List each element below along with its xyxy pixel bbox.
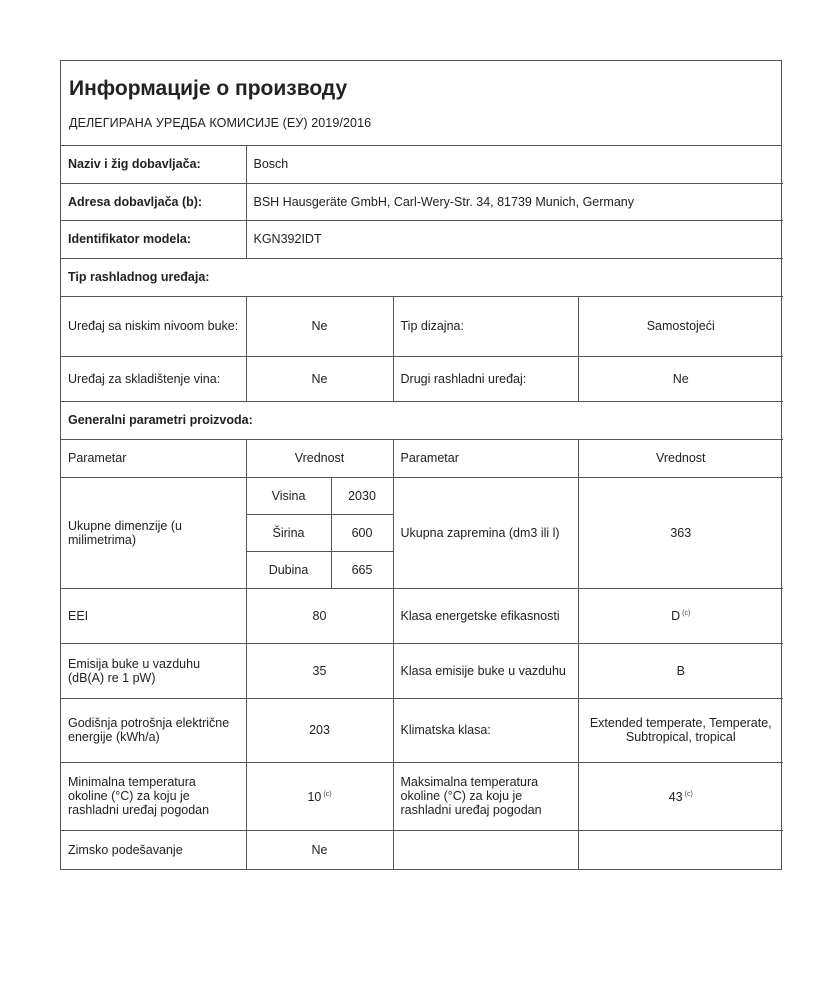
regulation-subtitle: ДЕЛЕГИРАНА УРЕДБА КОМИСИЈЕ (ЕУ) 2019/2016	[69, 116, 372, 130]
climate-class-value: Extended temperate, Temperate, Subtropical, tropical	[578, 698, 783, 762]
depth-label: Dubina	[246, 551, 331, 588]
wine-storage-value: Ne	[246, 356, 393, 401]
table-row	[61, 477, 783, 514]
supplier-name-label: Naziv i žig dobavljača:	[61, 146, 246, 183]
min-temperature-footnote: (c)	[323, 790, 332, 798]
dimensions-label: Ukupne dimenzije (u milimetrima)	[61, 477, 246, 588]
noise-class-value: B	[578, 643, 783, 698]
energy-class-value: D	[671, 609, 681, 624]
width-label: Širina	[246, 514, 331, 551]
table-header-row	[61, 439, 783, 477]
table-row	[61, 296, 783, 356]
height-label: Visina	[246, 477, 331, 514]
min-temperature-label: Minimalna temperatura okoline (°C) za koju je rashladni uređaj pogodan	[61, 762, 246, 830]
eei-label: EEI	[61, 588, 246, 643]
depth-value: 665	[331, 551, 393, 588]
table-row	[61, 220, 783, 258]
table-row	[61, 146, 783, 183]
column-header-value: Vrednost	[246, 439, 393, 477]
energy-class-label: Klasa energetske efikasnosti	[393, 588, 578, 643]
table-row	[61, 401, 783, 439]
min-temperature-value: 10	[307, 790, 322, 805]
max-temperature-value: 43	[668, 790, 683, 805]
supplier-address-label: Adresa dobavljača (b):	[61, 183, 246, 220]
energy-class-cell	[578, 588, 783, 643]
annual-energy-label: Godišnja potrošnja električne energije (kWh/a)	[61, 698, 246, 762]
climate-class-label: Klimatska klasa:	[393, 698, 578, 762]
empty-cell	[578, 830, 783, 869]
supplier-address-value: BSH Hausgeräte GmbH, Carl-Wery-Str. 34, 81739 Munich, Germany	[246, 183, 783, 220]
noise-emission-value: 35	[246, 643, 393, 698]
max-temperature-label: Maksimalna temperatura okoline (°C) za koju je rashladni uređaj pogodan	[393, 762, 578, 830]
table-row	[61, 588, 783, 643]
page-title: Информације о производу	[69, 77, 348, 100]
header-block	[61, 61, 781, 146]
design-type-label: Tip dizajna:	[393, 296, 578, 356]
winter-setting-value: Ne	[246, 830, 393, 869]
volume-label: Ukupna zapremina (dm3 ili l)	[393, 477, 578, 588]
table-row	[61, 183, 783, 220]
empty-cell	[393, 830, 578, 869]
eei-value: 80	[246, 588, 393, 643]
design-type-value: Samostojeći	[578, 296, 783, 356]
product-information-sheet	[60, 60, 782, 870]
noise-emission-label: Emisija buke u vazduhu (dB(A) re 1 pW)	[61, 643, 246, 698]
column-header-parameter: Parametar	[61, 439, 246, 477]
product-info-table	[61, 146, 783, 869]
table-row	[61, 830, 783, 869]
volume-value: 363	[578, 477, 783, 588]
winter-setting-label: Zimsko podešavanje	[61, 830, 246, 869]
height-value: 2030	[331, 477, 393, 514]
low-noise-label: Uređaj sa niskim nivoom buke:	[61, 296, 246, 356]
annual-energy-value: 203	[246, 698, 393, 762]
table-row	[61, 258, 783, 296]
table-row	[61, 643, 783, 698]
appliance-type-section-label: Tip rashladnog uređaja:	[61, 258, 783, 296]
table-row	[61, 762, 783, 830]
max-temperature-footnote: (c)	[684, 790, 693, 798]
table-row	[61, 698, 783, 762]
wine-storage-label: Uređaj za skladištenje vina:	[61, 356, 246, 401]
energy-class-footnote: (c)	[682, 610, 691, 618]
column-header-parameter: Parametar	[393, 439, 578, 477]
max-temperature-cell	[578, 762, 783, 830]
model-identifier-label: Identifikator modela:	[61, 220, 246, 258]
general-parameters-section-label: Generalni parametri proizvoda:	[61, 401, 783, 439]
column-header-value: Vrednost	[578, 439, 783, 477]
width-value: 600	[331, 514, 393, 551]
other-appliance-label: Drugi rashladni uređaj:	[393, 356, 578, 401]
noise-class-label: Klasa emisije buke u vazduhu	[393, 643, 578, 698]
min-temperature-cell	[246, 762, 393, 830]
low-noise-value: Ne	[246, 296, 393, 356]
supplier-name-value: Bosch	[246, 146, 783, 183]
table-row	[61, 356, 783, 401]
model-identifier-value: KGN392IDT	[246, 220, 783, 258]
other-appliance-value: Ne	[578, 356, 783, 401]
